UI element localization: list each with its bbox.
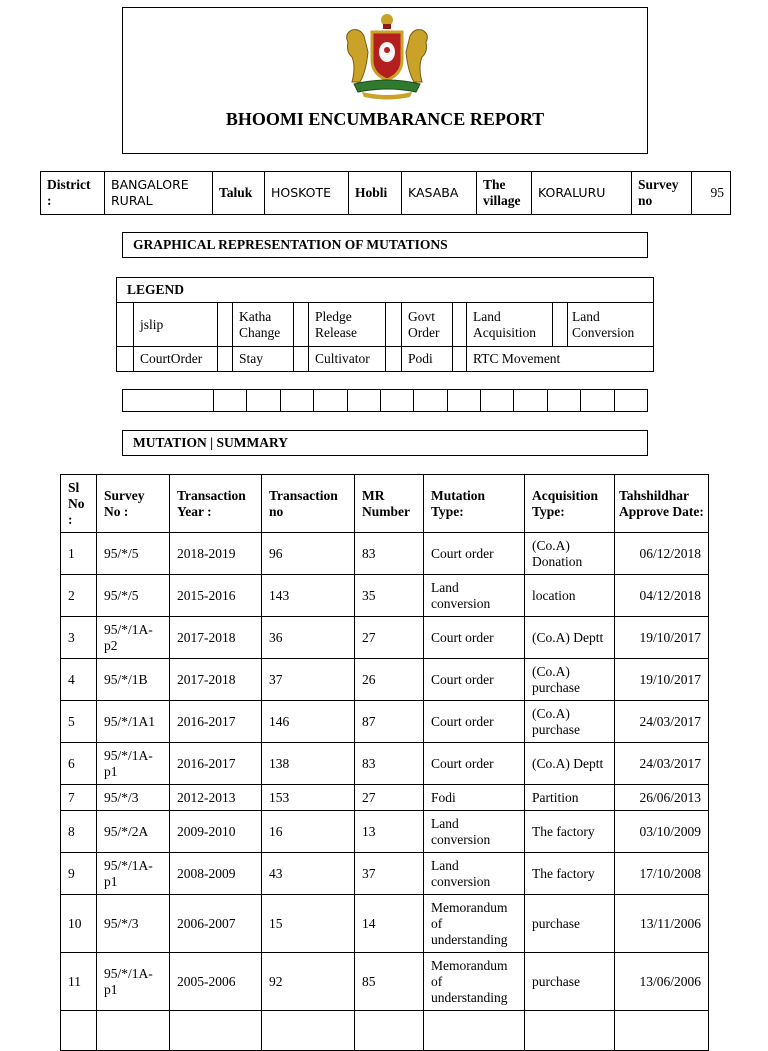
graph-cell bbox=[347, 390, 380, 412]
table-cell: 2006-2007 bbox=[170, 895, 262, 953]
table-cell: 26/06/2013 bbox=[615, 785, 709, 811]
graph-cell bbox=[447, 390, 480, 412]
table-cell: Court order bbox=[424, 743, 525, 785]
table-cell: 2008-2009 bbox=[170, 853, 262, 895]
table-cell: 85 bbox=[355, 953, 424, 1011]
table-cell bbox=[170, 1011, 262, 1051]
table-cell: 95/*/2A bbox=[97, 811, 170, 853]
legend-item: Stay bbox=[233, 347, 294, 372]
table-cell: 95/*/1A-p2 bbox=[97, 617, 170, 659]
table-cell: 19/10/2017 bbox=[615, 617, 709, 659]
legend-swatch bbox=[386, 303, 402, 347]
table-cell: Partition bbox=[525, 785, 615, 811]
table-row bbox=[61, 895, 709, 953]
table-cell: 36 bbox=[262, 617, 355, 659]
table-cell: 146 bbox=[262, 701, 355, 743]
table-cell: 3 bbox=[61, 617, 97, 659]
table-cell: (Co.A) Donation bbox=[525, 533, 615, 575]
legend-swatch bbox=[218, 303, 233, 347]
table-cell: 11 bbox=[61, 953, 97, 1011]
table-cell: (Co.A) purchase bbox=[525, 659, 615, 701]
table-cell: 37 bbox=[355, 853, 424, 895]
table-cell: The factory bbox=[525, 811, 615, 853]
table-cell: 87 bbox=[355, 701, 424, 743]
column-header: Transaction Year : bbox=[170, 475, 262, 533]
report-header bbox=[122, 7, 648, 154]
table-cell: (Co.A) Deptt bbox=[525, 617, 615, 659]
column-header: MR Number bbox=[355, 475, 424, 533]
table-row bbox=[61, 1011, 709, 1051]
table-cell: 6 bbox=[61, 743, 97, 785]
hobli-value: KASABA bbox=[402, 172, 477, 215]
legend-swatch bbox=[294, 347, 309, 372]
table-cell: 03/10/2009 bbox=[615, 811, 709, 853]
state-emblem-icon bbox=[338, 12, 436, 100]
district-value: BANGALORE RURAL bbox=[105, 172, 213, 215]
table-cell: 96 bbox=[262, 533, 355, 575]
table-cell: 27 bbox=[355, 785, 424, 811]
table-cell: 95/*/1A1 bbox=[97, 701, 170, 743]
legend-title: LEGEND bbox=[117, 278, 654, 303]
table-cell: 4 bbox=[61, 659, 97, 701]
district-label: District : bbox=[41, 172, 105, 215]
legend-item: Govt Order bbox=[402, 303, 453, 347]
legend-item: Katha Change bbox=[233, 303, 294, 347]
graph-cell bbox=[614, 390, 648, 412]
graph-cell bbox=[414, 390, 447, 412]
table-cell: 83 bbox=[355, 743, 424, 785]
legend-swatch bbox=[553, 303, 568, 347]
taluk-label: Taluk bbox=[213, 172, 265, 215]
taluk-value: HOSKOTE bbox=[265, 172, 349, 215]
table-cell: 13/11/2006 bbox=[615, 895, 709, 953]
table-cell: 153 bbox=[262, 785, 355, 811]
table-cell: 138 bbox=[262, 743, 355, 785]
graph-cell bbox=[280, 390, 313, 412]
table-cell: 15 bbox=[262, 895, 355, 953]
legend-item: Podi bbox=[402, 347, 453, 372]
village-value: KORALURU bbox=[532, 172, 632, 215]
table-cell: 95/*/5 bbox=[97, 533, 170, 575]
legend-item: Land Acquisition bbox=[467, 303, 553, 347]
table-cell: Land conversion bbox=[424, 853, 525, 895]
table-row bbox=[61, 785, 709, 811]
table-cell: 06/12/2018 bbox=[615, 533, 709, 575]
legend-swatch bbox=[218, 347, 233, 372]
table-cell: (Co.A) purchase bbox=[525, 701, 615, 743]
table-row bbox=[61, 617, 709, 659]
table-cell: 95/*/1A-p1 bbox=[97, 953, 170, 1011]
survey-value: 95 bbox=[692, 172, 731, 215]
summary-section-title: MUTATION | SUMMARY bbox=[122, 430, 648, 456]
column-header: Acquisition Type: bbox=[525, 475, 615, 533]
graph-cell bbox=[481, 390, 514, 412]
table-cell: 13/06/2006 bbox=[615, 953, 709, 1011]
legend-swatch bbox=[294, 303, 309, 347]
graph-cell bbox=[214, 390, 247, 412]
table-header-row bbox=[61, 475, 709, 533]
table-cell: Memorandum of understanding bbox=[424, 953, 525, 1011]
table-cell: 2015-2016 bbox=[170, 575, 262, 617]
table-cell: 35 bbox=[355, 575, 424, 617]
column-header: Sl No : bbox=[61, 475, 97, 533]
legend-swatch bbox=[386, 347, 402, 372]
table-cell: 2016-2017 bbox=[170, 743, 262, 785]
table-cell: 24/03/2017 bbox=[615, 701, 709, 743]
legend-swatch bbox=[453, 303, 467, 347]
table-cell: 5 bbox=[61, 701, 97, 743]
table-cell bbox=[97, 1011, 170, 1051]
table-cell: Court order bbox=[424, 617, 525, 659]
table-cell: Land conversion bbox=[424, 811, 525, 853]
legend-swatch bbox=[117, 303, 134, 347]
table-cell: 1 bbox=[61, 533, 97, 575]
column-header: Survey No : bbox=[97, 475, 170, 533]
column-header: Mutation Type: bbox=[424, 475, 525, 533]
legend-item: jslip bbox=[134, 303, 218, 347]
table-cell: 37 bbox=[262, 659, 355, 701]
table-cell: 143 bbox=[262, 575, 355, 617]
graph-cell bbox=[380, 390, 413, 412]
legend-item: Cultivator bbox=[309, 347, 386, 372]
legend-swatch bbox=[117, 347, 134, 372]
table-cell: 95/*/3 bbox=[97, 895, 170, 953]
legend-item: RTC Movement bbox=[467, 347, 654, 372]
village-label: The village bbox=[477, 172, 532, 215]
table-cell: 95/*/5 bbox=[97, 575, 170, 617]
table-cell: 95/*/3 bbox=[97, 785, 170, 811]
table-cell: 92 bbox=[262, 953, 355, 1011]
report-title: BHOOMI ENCUMBARANCE REPORT bbox=[225, 109, 545, 129]
legend-swatch bbox=[453, 347, 467, 372]
graph-cell bbox=[514, 390, 547, 412]
table-cell: Land conversion bbox=[424, 575, 525, 617]
legend-table bbox=[116, 277, 654, 372]
mutation-table bbox=[60, 474, 709, 1051]
table-cell: 2016-2017 bbox=[170, 701, 262, 743]
table-cell bbox=[61, 1011, 97, 1051]
table-cell: 19/10/2017 bbox=[615, 659, 709, 701]
table-row bbox=[61, 743, 709, 785]
table-cell bbox=[355, 1011, 424, 1051]
table-cell: 95/*/1B bbox=[97, 659, 170, 701]
graph-cell bbox=[547, 390, 580, 412]
hobli-label: Hobli bbox=[349, 172, 402, 215]
table-cell: 14 bbox=[355, 895, 424, 953]
table-cell: (Co.A) Deptt bbox=[525, 743, 615, 785]
table-row bbox=[61, 533, 709, 575]
graph-cell bbox=[314, 390, 347, 412]
table-cell: location bbox=[525, 575, 615, 617]
table-cell: 2018-2019 bbox=[170, 533, 262, 575]
table-cell: 2017-2018 bbox=[170, 617, 262, 659]
table-cell: 17/10/2008 bbox=[615, 853, 709, 895]
table-cell: Court order bbox=[424, 533, 525, 575]
table-cell: purchase bbox=[525, 953, 615, 1011]
table-cell: 24/03/2017 bbox=[615, 743, 709, 785]
column-header: Transaction no bbox=[262, 475, 355, 533]
table-cell: 9 bbox=[61, 853, 97, 895]
legend-item: Pledge Release bbox=[309, 303, 386, 347]
table-cell bbox=[262, 1011, 355, 1051]
table-cell: 8 bbox=[61, 811, 97, 853]
table-cell: purchase bbox=[525, 895, 615, 953]
table-row bbox=[61, 953, 709, 1011]
table-cell: 2005-2006 bbox=[170, 953, 262, 1011]
table-cell: 2017-2018 bbox=[170, 659, 262, 701]
table-cell: 27 bbox=[355, 617, 424, 659]
table-cell: 26 bbox=[355, 659, 424, 701]
table-row bbox=[61, 701, 709, 743]
table-cell bbox=[615, 1011, 709, 1051]
table-cell: Court order bbox=[424, 659, 525, 701]
graphical-section-title: GRAPHICAL REPRESENTATION OF MUTATIONS bbox=[122, 232, 648, 258]
table-cell bbox=[424, 1011, 525, 1051]
table-cell: 2 bbox=[61, 575, 97, 617]
table-row bbox=[61, 811, 709, 853]
legend-item: Land Conversion bbox=[568, 303, 654, 347]
table-row bbox=[61, 853, 709, 895]
table-row bbox=[61, 575, 709, 617]
table-cell: 2009-2010 bbox=[170, 811, 262, 853]
mutation-graph-strip bbox=[122, 389, 648, 412]
table-cell: 13 bbox=[355, 811, 424, 853]
table-cell: 7 bbox=[61, 785, 97, 811]
table-cell: 43 bbox=[262, 853, 355, 895]
table-body bbox=[61, 533, 709, 1051]
column-header: Tahshildhar Approve Date: bbox=[615, 475, 709, 533]
table-cell: 2012-2013 bbox=[170, 785, 262, 811]
table-cell: Court order bbox=[424, 701, 525, 743]
location-table bbox=[40, 171, 731, 215]
table-cell: 10 bbox=[61, 895, 97, 953]
legend-item: CourtOrder bbox=[134, 347, 218, 372]
graph-cell bbox=[123, 390, 214, 412]
table-cell: 95/*/1A-p1 bbox=[97, 853, 170, 895]
table-cell: The factory bbox=[525, 853, 615, 895]
table-cell: 04/12/2018 bbox=[615, 575, 709, 617]
table-cell: Fodi bbox=[424, 785, 525, 811]
graph-cell bbox=[247, 390, 280, 412]
table-row bbox=[61, 659, 709, 701]
survey-label: Survey no bbox=[632, 172, 692, 215]
table-cell: 16 bbox=[262, 811, 355, 853]
table-cell: Memorandum of understanding bbox=[424, 895, 525, 953]
table-cell bbox=[525, 1011, 615, 1051]
table-cell: 95/*/1A-p1 bbox=[97, 743, 170, 785]
table-cell: 83 bbox=[355, 533, 424, 575]
graph-cell bbox=[581, 390, 614, 412]
